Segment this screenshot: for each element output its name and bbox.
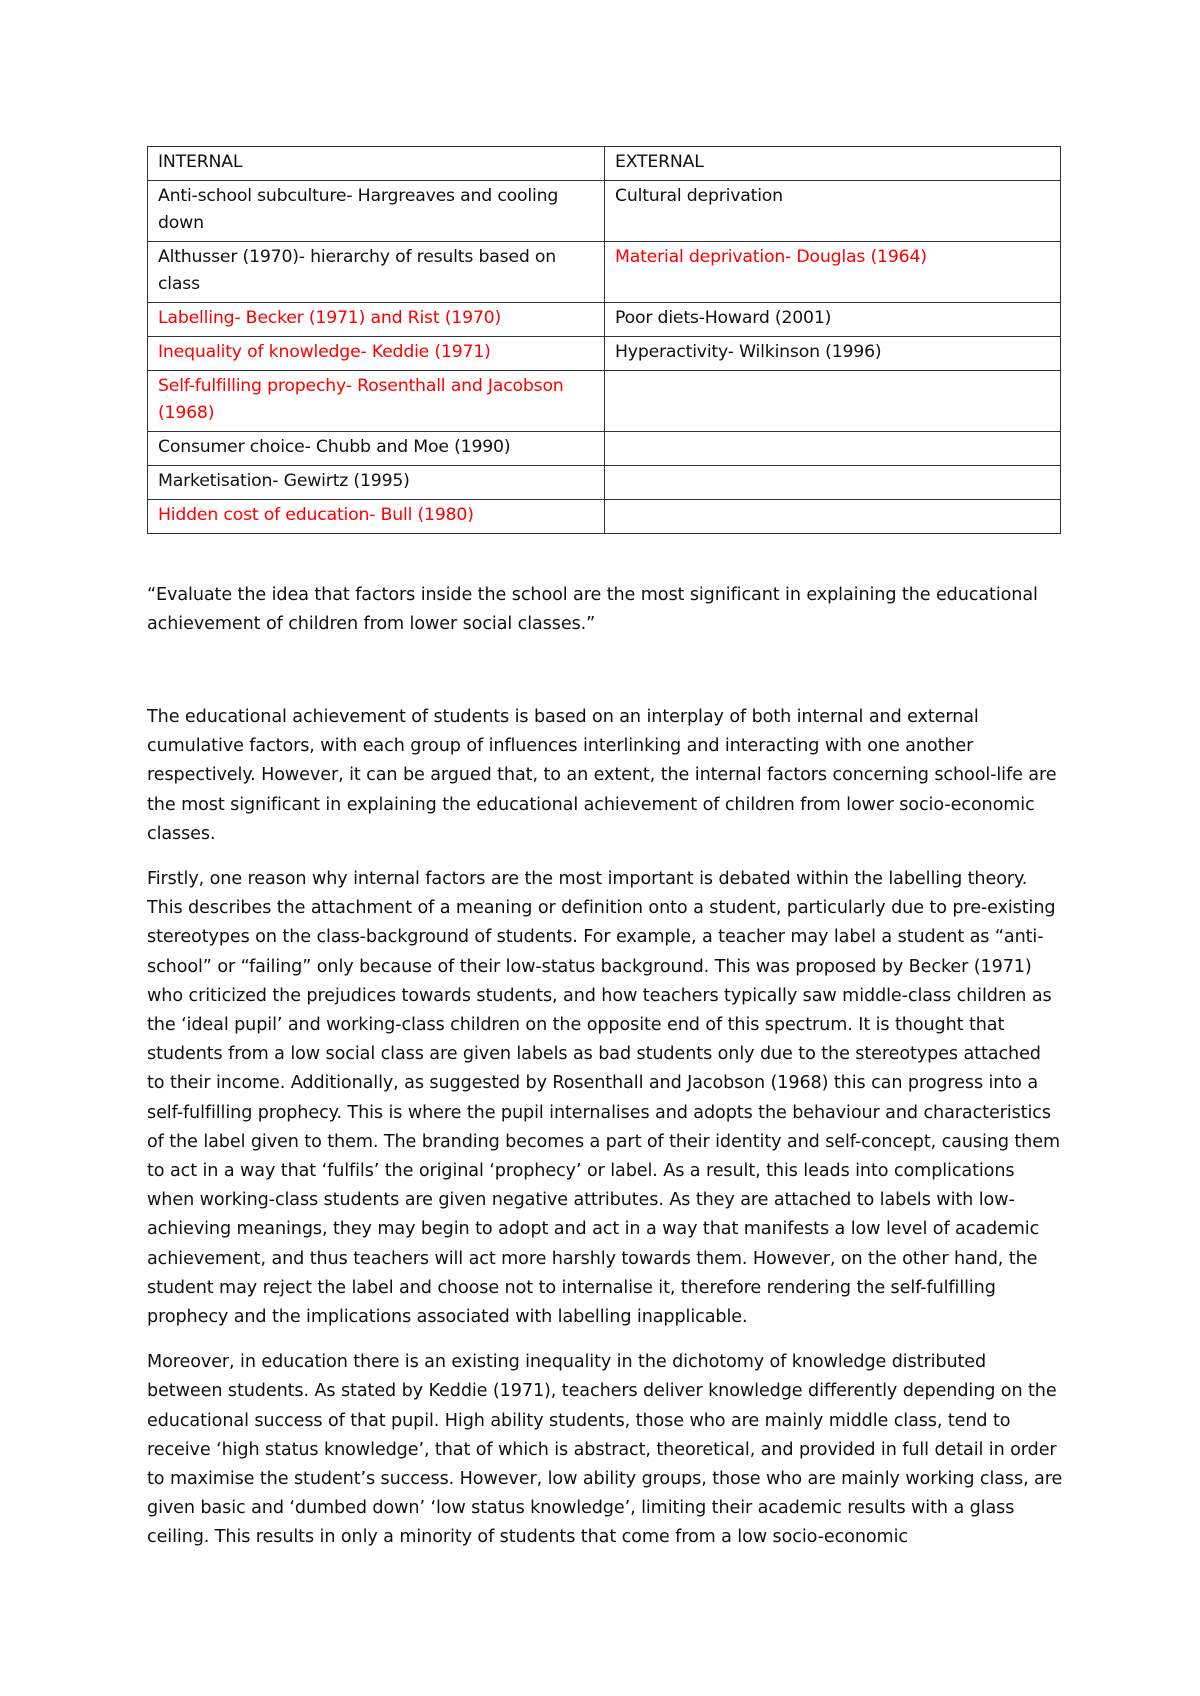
internal-cell: Anti-school subculture- Hargreaves and cooling down (148, 181, 605, 242)
header-external: EXTERNAL (605, 147, 1061, 181)
external-cell: Cultural deprivation (605, 181, 1061, 242)
essay-paragraph: The educational achievement of students is based on an interplay of both internal and external cumulative factors, with each group of influences interlinking and interacting with one another respectively. However, it can be argued that, to an extent, the internal factors concerning school-life are the most significant in explaining the educational achievement of children from lower socio-economic classes. (147, 707, 1057, 844)
table-row (148, 371, 1061, 432)
internal-cell: Inequality of knowledge- Keddie (1971) (148, 337, 605, 371)
essay-paragraph: Moreover, in education there is an existing inequality in the dichotomy of knowledge distributed between students. As stated by Keddie (1971), teachers deliver knowledge differently depending on the educational success of that pupil. High ability students, those who are mainly middle class, tend to receive ‘high status knowledge’, that of which is abstract, theoretical, and provided in full detail in order to maximise the student’s success. However, low ability groups, those who are mainly working class, are given basic and ‘dumbed down’ ‘low status knowledge’, limiting their academic results with a glass ceiling. This results in only a minority of students that come from a low socio-economic (147, 1352, 1063, 1548)
factors-table (147, 146, 1061, 534)
table-row (148, 500, 1061, 534)
external-cell (605, 432, 1061, 466)
table-row (148, 337, 1061, 371)
table-header-row (148, 147, 1061, 181)
internal-cell: Hidden cost of education- Bull (1980) (148, 500, 605, 534)
external-cell (605, 466, 1061, 500)
external-cell: Poor diets-Howard (2001) (605, 303, 1061, 337)
internal-cell: Consumer choice- Chubb and Moe (1990) (148, 432, 605, 466)
internal-cell: Marketisation- Gewirtz (1995) (148, 466, 605, 500)
table-row (148, 242, 1061, 303)
external-cell: Material deprivation- Douglas (1964) (605, 242, 1061, 303)
table-row (148, 466, 1061, 500)
document-page (147, 146, 1063, 1553)
internal-cell: Labelling- Becker (1971) and Rist (1970) (148, 303, 605, 337)
external-cell: Hyperactivity- Wilkinson (1996) (605, 337, 1061, 371)
essay-question: “Evaluate the idea that factors inside the school are the most significant in explaining the educational achievement of children from lower social classes.” (147, 585, 1038, 634)
internal-cell: Self-fulfilling propechy- Rosenthall and Jacobson (1968) (148, 371, 605, 432)
table-row (148, 303, 1061, 337)
header-internal: INTERNAL (148, 147, 605, 181)
internal-cell: Althusser (1970)- hierarchy of results based on class (148, 242, 605, 303)
table-row (148, 432, 1061, 466)
external-cell (605, 371, 1061, 432)
external-cell (605, 500, 1061, 534)
essay-paragraph: Firstly, one reason why internal factors are the most important is debated within the labelling theory. This describes the attachment of a meaning or definition onto a student, particularly due to pre-existing stereotypes on the class-background of students. For example, a teacher may label a student as “anti-school” or “failing” only because of their low-status background. This was proposed by Becker (1971) who criticized the prejudices towards students, and how teachers typically saw middle-class children as the ‘ideal pupil’ and working-class children on the opposite end of this spectrum. It is thought that students from a low social class are given labels as bad students only due to the stereotypes attached to their income. Additionally, as suggested by Rosenthall and Jacobson (1968) this can progress into a self-fulfilling prophecy. This is where the pupil internalises and adopts the behaviour and characteristics of the label given to them. The branding becomes a part of their identity and self-concept, causing them to act in a way that ‘fulfils’ the original ‘prophecy’ or label. As a result, this leads into complications when working-class students are given negative attributes. As they are attached to labels with low-achieving meanings, they may begin to adopt and act in a way that manifests a low level of academic achievement, and thus teachers will act more harshly towards them. However, on the other hand, the student may reject the label and choose not to internalise it, therefore rendering the self-fulfilling prophecy and the implications associated with labelling inapplicable. (147, 869, 1060, 1328)
table-row (148, 181, 1061, 242)
